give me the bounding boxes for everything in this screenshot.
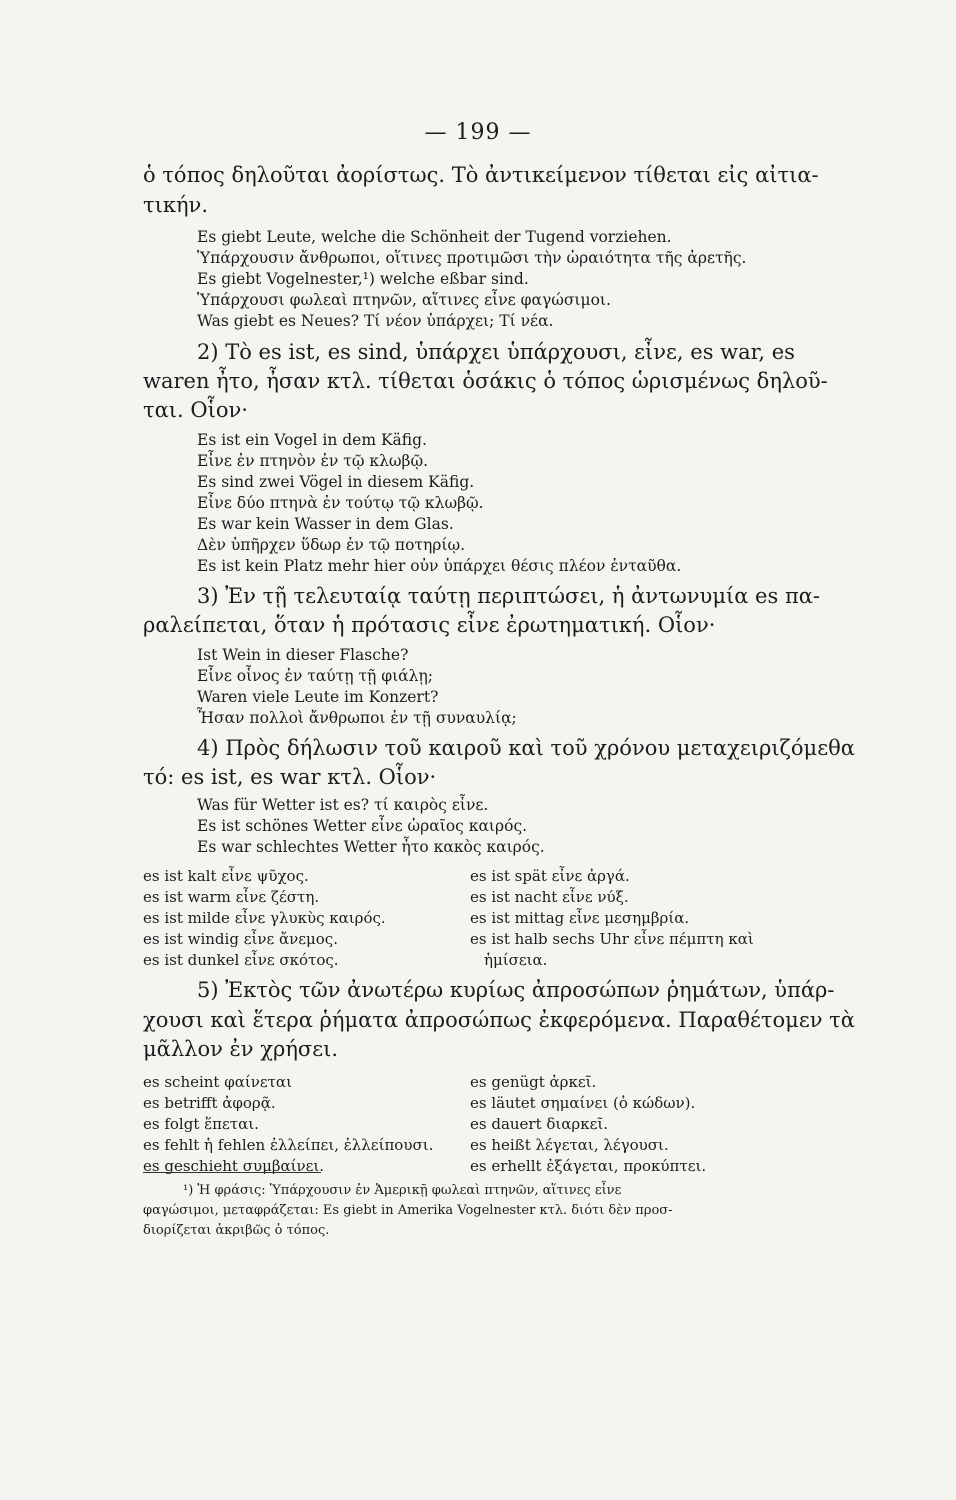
example-greek: Εἶνε ἐν πτηνὸν ἐν τῷ κλωβῷ. — [197, 452, 429, 470]
list-item: es fehlt ἡ fehlen ἐλλείπει, ἐλλείπουσι. — [143, 1136, 434, 1154]
section-4-heading: 4) Πρὸς δήλωσιν τοῦ καιροῦ καὶ τοῦ χρόνου μεταχειριζόμεθα — [197, 736, 855, 760]
text-line: ὁ τόπος δηλοῦται ἀορίστως. Τὸ ἀντικείμενον τίθεται εἰς αἰτια- — [143, 163, 819, 187]
example-greek: Δὲν ὑπῆρχεν ὕδωρ ἐν τῷ ποτηρίῳ. — [197, 536, 466, 554]
example-german: Es ist schönes Wetter εἶνε ὡραῖος καιρός. — [197, 817, 528, 835]
list-item: es ist mittag εἶνε μεσημβρία. — [470, 909, 690, 927]
list-item: es ist halb sechs Uhr εἶνε πέμπτη καὶ — [470, 930, 754, 948]
section-3-heading: 3) Ἐν τῇ τελευταίᾳ ταύτῃ περιπτώσει, ἡ ἀντωνυμία es πα- — [197, 584, 821, 608]
list-item: es betrifft ἀφορᾷ. — [143, 1094, 276, 1112]
text-line: χουσι καὶ ἕτερα ῥήματα ἀπροσώπως ἐκφερόμενα. Παραθέτομεν τὰ — [143, 1008, 855, 1032]
example-german: Waren viele Leute im Konzert? — [197, 688, 439, 706]
list-item: es folgt ἕπεται. — [143, 1115, 259, 1133]
example-german: Was für Wetter ist es? τί καιρὸς εἶνε. — [197, 796, 489, 814]
example-german: Es giebt Leute, welche die Schönheit der Tugend vorziehen. — [197, 228, 672, 246]
page-number: — 199 — — [424, 120, 532, 145]
footnote-line: φαγώσιμοι, μεταφράζεται: Es giebt in Amerika Vogelnester κτλ. διότι δὲν προσ- — [143, 1203, 673, 1218]
list-item: es ist spät εἶνε ἀργά. — [470, 867, 630, 885]
verbs-list-right — [470, 1072, 706, 1177]
list-item: es ist dunkel εἶνε σκότος. — [143, 951, 339, 969]
text-line: ραλείπεται, ὅταν ἡ πρότασις εἶνε ἐρωτηματική. Οἷον· — [143, 613, 716, 637]
example-german: Es ist ein Vogel in dem Käfig. — [197, 431, 427, 449]
list-item: es geschieht συμβαίνει. — [143, 1157, 325, 1175]
text-line: τικήν. — [143, 193, 208, 217]
list-item: ἡμίσεια. — [484, 951, 548, 969]
weather-list-left — [143, 866, 386, 971]
example-german: Es giebt Vogelnester,¹) welche eßbar sind. — [197, 270, 529, 288]
example-greek: Ὑπάρχουσι φωλεαὶ πτηνῶν, αἵτινες εἶνε φαγώσιμοι. — [197, 291, 611, 309]
list-item: es ist milde εἶνε γλυκὺς καιρός. — [143, 909, 386, 927]
text-line: ται. Οἷον· — [143, 398, 248, 422]
list-item: es erhellt ἐξάγεται, προκύπτει. — [470, 1157, 707, 1175]
example-greek: Ὑπάρχουσιν ἄνθρωποι, οἵτινες προτιμῶσι τὴν ὡραιότητα τῆς ἀρετῆς. — [197, 249, 747, 267]
text-line: τό: es ist, es war κτλ. Οἷον· — [143, 765, 437, 789]
text-line: waren ἦτο, ἦσαν κτλ. τίθεται ὁσάκις ὁ τόπος ὡρισμένως δηλοῦ- — [143, 369, 828, 393]
verbs-list-left — [143, 1072, 433, 1177]
list-item: es ist nacht εἶνε νύξ. — [470, 888, 629, 906]
weather-list-right — [470, 866, 754, 971]
list-item: es ist windig εἶνε ἄνεμος. — [143, 930, 338, 948]
list-item: es scheint φαίνεται — [143, 1073, 292, 1091]
list-item: es läutet σημαίνει (ὁ κώδων). — [470, 1094, 696, 1112]
example-german: Es sind zwei Vögel in diesem Käfig. — [197, 473, 475, 491]
example-german: Was giebt es Neues? Τί νέον ὑπάρχει; Τί νέα. — [197, 312, 554, 330]
example-german: Es ist kein Platz mehr hier οὐν ὑπάρχει θέσις πλέον ἐνταῦθα. — [197, 557, 682, 575]
section-2-heading: 2) Τὸ es ist, es sind, ὑπάρχει ὑπάρχουσι, εἶνε, es war, es — [197, 340, 795, 364]
example-greek: Ἦσαν πολλοὶ ἄνθρωποι ἐν τῇ συναυλίᾳ; — [197, 709, 517, 727]
example-greek: Εἶνε οἶνος ἐν ταύτῃ τῇ φιάλῃ; — [197, 667, 433, 685]
list-item: es dauert διαρκεῖ. — [470, 1115, 609, 1133]
example-greek: Εἶνε δύο πτηνὰ ἐν τούτῳ τῷ κλωβῷ. — [197, 494, 484, 512]
list-item: es heißt λέγεται, λέγουσι. — [470, 1136, 669, 1154]
example-german: Es war schlechtes Wetter ἦτο κακὸς καιρός. — [197, 838, 545, 856]
footnote-line: ¹) Ἡ φράσις: Ὑπάρχουσιν ἐν Ἀμερικῇ φωλεαὶ πτηνῶν, αἵτινες εἶνε — [183, 1183, 622, 1198]
footnote-line: διορίζεται ἀκριβῶς ὁ τόπος. — [143, 1223, 330, 1238]
list-item: es ist warm εἶνε ζέστη. — [143, 888, 320, 906]
section-5-heading: 5) Ἐκτὸς τῶν ἀνωτέρω κυρίως ἀπροσώπων ῥημάτων, ὑπάρ- — [197, 978, 835, 1002]
example-german: Es war kein Wasser in dem Glas. — [197, 515, 454, 533]
footnote-rule — [143, 1172, 321, 1173]
list-item: es genügt ἀρκεῖ. — [470, 1073, 597, 1091]
text-line: μᾶλλον ἐν χρήσει. — [143, 1037, 339, 1061]
list-item: es ist kalt εἶνε ψῦχος. — [143, 867, 309, 885]
example-german: Ist Wein in dieser Flasche? — [197, 646, 409, 664]
